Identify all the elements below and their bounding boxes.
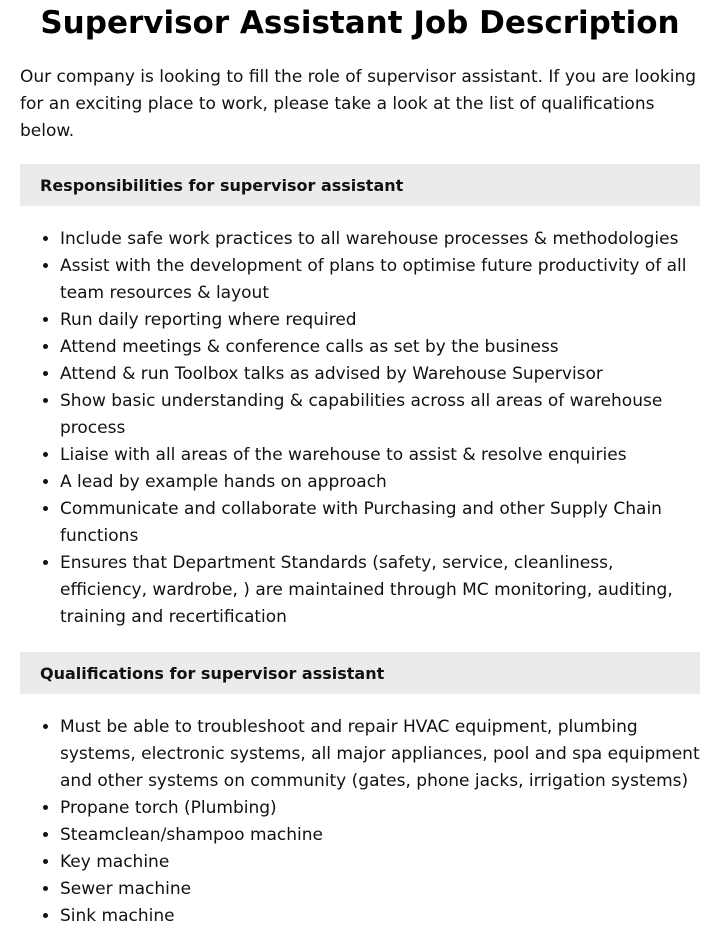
list-item: • Attend meetings & conference calls as set by the business xyxy=(60,334,700,361)
list-item: • Steamclean/shampoo machine xyxy=(60,822,700,849)
list-item: • Include safe work practices to all warehouse processes & methodologies xyxy=(60,226,700,253)
list-item: • Sink machine xyxy=(60,903,700,930)
qualifications-heading: Qualifications for supervisor assistant xyxy=(20,652,700,694)
list-item: • Sewer machine xyxy=(60,876,700,903)
list-item: • Communicate and collaborate with Purchasing and other Supply Chain functions xyxy=(60,496,700,550)
qualifications-list xyxy=(20,714,700,930)
list-item: • A lead by example hands on approach xyxy=(60,469,700,496)
responsibilities-list xyxy=(20,226,700,631)
list-item: • Ensures that Department Standards (safety, service, cleanliness, efficiency, wardrobe, ) are maintained through MC monitoring, auditing, training and recertification xyxy=(60,550,700,631)
list-item: • Key machine xyxy=(60,849,700,876)
responsibilities-heading: Responsibilities for supervisor assistant xyxy=(20,164,700,206)
list-item: • Propane torch (Plumbing) xyxy=(60,795,700,822)
list-item: • Must be able to troubleshoot and repair HVAC equipment, plumbing systems, electronic systems, all major appliances, pool and spa equipment and other systems on community (gates, phone jacks, irrigation systems) xyxy=(60,714,700,795)
list-item: • Run daily reporting where required xyxy=(60,307,700,334)
list-item: • Liaise with all areas of the warehouse to assist & resolve enquiries xyxy=(60,442,700,469)
intro-paragraph: Our company is looking to fill the role of supervisor assistant. If you are looking for an exciting place to work, please take a look at the list of qualifications below. xyxy=(20,67,697,141)
list-item: • Show basic understanding & capabilities across all areas of warehouse process xyxy=(60,388,700,442)
page-title: Supervisor Assistant Job Description xyxy=(40,5,680,41)
list-item: • Assist with the development of plans to optimise future productivity of all team resources & layout xyxy=(60,253,700,307)
list-item: • Attend & run Toolbox talks as advised by Warehouse Supervisor xyxy=(60,361,700,388)
